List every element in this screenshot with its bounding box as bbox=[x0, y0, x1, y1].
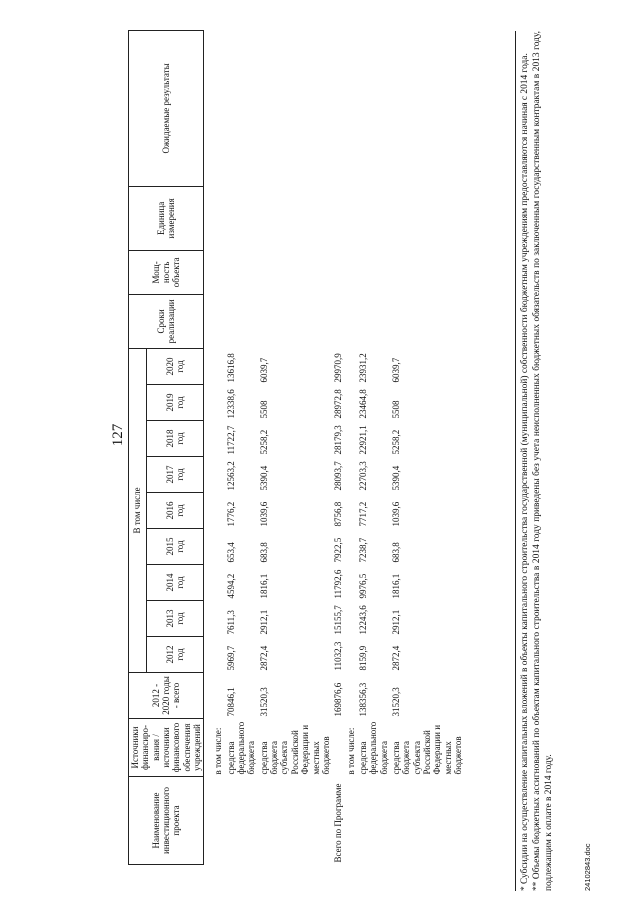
row-name bbox=[357, 777, 390, 865]
header-year: 2016 год bbox=[147, 493, 204, 529]
row-empty-cell bbox=[258, 294, 332, 348]
header-capacity: Мощ-ность объекта bbox=[129, 250, 204, 294]
row-empty-cell bbox=[212, 294, 224, 348]
header-total: 2012 - 2020 годы - всего bbox=[129, 673, 204, 719]
header-funding-sources: Источники финансиро-вания / источники финансового обеспечения учреждений bbox=[129, 719, 204, 777]
row-year-value bbox=[345, 493, 357, 529]
row-year-value: 7717,2 bbox=[357, 501, 368, 527]
header-year: 2014 год bbox=[147, 565, 204, 601]
row-year-value bbox=[212, 601, 224, 637]
row-year-value: 2872,4 bbox=[390, 645, 401, 671]
row-empty-cell bbox=[345, 250, 357, 294]
row-source: средства бюджета субъекта Российской Федерации и местных бюджетов bbox=[258, 724, 331, 775]
footnote-1: * Субсидии на осуществление капитальных вложений в объекты капитального строительства государственной (муниципальной) собственности бюджетным учреждениям предоставляются начиная с 2014 года. bbox=[520, 53, 530, 891]
doc-id: 24102843.doc bbox=[583, 843, 592, 891]
row-year-value: 9976,5 bbox=[357, 573, 368, 599]
row-total: 169876,6 bbox=[333, 682, 344, 717]
row-empty-cell bbox=[332, 250, 344, 294]
row-name bbox=[212, 777, 224, 865]
row-year-value: 12243,6 bbox=[357, 605, 368, 635]
row-name bbox=[390, 777, 464, 865]
row-total: 70846,1 bbox=[225, 687, 236, 717]
row-year-value: 12563,2 bbox=[225, 461, 236, 491]
row-year-value: 5258,2 bbox=[390, 429, 401, 455]
row-year-value: 5390,4 bbox=[390, 465, 401, 491]
row-source: средства бюджета субъекта Российской Федерации и местных бюджетов bbox=[390, 724, 463, 775]
row-year-value: 1039,6 bbox=[258, 501, 269, 527]
row-year-value bbox=[212, 457, 224, 493]
row-year-value: 22703,3 bbox=[357, 461, 368, 491]
row-total: 31520,3 bbox=[258, 687, 269, 717]
row-year-value: 7922,5 bbox=[333, 537, 344, 563]
header-year: 2013 год bbox=[147, 601, 204, 637]
row-empty-cell bbox=[258, 186, 332, 250]
row-year-value: 6039,7 bbox=[258, 357, 269, 383]
row-total bbox=[345, 673, 357, 719]
row-year-value bbox=[345, 385, 357, 421]
row-source: средства федерального бюджета bbox=[225, 721, 257, 775]
header-year: 2017 год bbox=[147, 457, 204, 493]
row-total: 138356,3 bbox=[357, 682, 368, 717]
row-source: в том числе: bbox=[213, 727, 224, 775]
header-year: 2020 год bbox=[147, 348, 204, 384]
row-year-value: 1816,1 bbox=[390, 573, 401, 599]
row-year-value: 7611,3 bbox=[225, 610, 236, 635]
row-empty-cell bbox=[258, 31, 332, 187]
header-terms: Сроки реализации bbox=[129, 294, 204, 348]
row-empty-cell bbox=[212, 31, 224, 187]
row-year-value bbox=[345, 601, 357, 637]
row-year-value bbox=[212, 529, 224, 565]
row-empty-cell bbox=[332, 294, 344, 348]
header-year: 2012 год bbox=[147, 637, 204, 673]
row-year-value: 1039,6 bbox=[390, 501, 401, 527]
row-year-value bbox=[212, 637, 224, 673]
row-year-value: 5390,4 bbox=[258, 465, 269, 491]
row-year-value: 6039,7 bbox=[390, 357, 401, 383]
row-year-value: 28093,7 bbox=[333, 461, 344, 491]
row-year-value: 29970,9 bbox=[333, 353, 344, 383]
row-source bbox=[332, 719, 344, 777]
header-project-name: Наименование инвестиционного проекта bbox=[129, 777, 204, 865]
row-empty-cell bbox=[225, 294, 258, 348]
row-year-value: 5969,7 bbox=[225, 645, 236, 671]
row-empty-cell bbox=[212, 250, 224, 294]
row-total bbox=[212, 673, 224, 719]
table-row bbox=[225, 31, 258, 865]
header-unit: Единица измерения bbox=[129, 186, 204, 250]
row-year-value: 2912,1 bbox=[258, 609, 269, 635]
page-number: 127 bbox=[110, 423, 126, 447]
row-year-value: 653,4 bbox=[225, 542, 236, 563]
row-year-value: 11032,3 bbox=[333, 641, 344, 671]
row-empty-cell bbox=[225, 31, 258, 187]
table-row bbox=[345, 31, 357, 865]
row-year-value: 683,8 bbox=[390, 542, 401, 563]
row-year-value bbox=[212, 421, 224, 457]
table-row bbox=[357, 31, 390, 865]
row-year-value: 2872,4 bbox=[258, 645, 269, 671]
row-empty-cell bbox=[332, 31, 344, 187]
row-empty-cell bbox=[212, 186, 224, 250]
header-results: Ожидаемые результаты bbox=[129, 31, 204, 187]
row-empty-cell bbox=[390, 186, 464, 250]
row-year-value bbox=[345, 348, 357, 384]
row-year-value bbox=[212, 565, 224, 601]
row-year-value: 22921,1 bbox=[357, 425, 368, 455]
row-empty-cell bbox=[345, 186, 357, 250]
row-year-value: 11722,7 bbox=[225, 425, 236, 455]
row-year-value bbox=[212, 348, 224, 384]
row-empty-cell bbox=[357, 294, 390, 348]
row-name bbox=[345, 777, 357, 865]
header-in-that-number: В том числе bbox=[129, 348, 147, 672]
row-empty-cell bbox=[357, 31, 390, 187]
row-year-value: 11792,6 bbox=[333, 569, 344, 599]
row-year-value: 28179,3 bbox=[333, 425, 344, 455]
row-year-value: 2912,1 bbox=[390, 609, 401, 635]
row-year-value: 1816,1 bbox=[258, 573, 269, 599]
row-year-value bbox=[345, 529, 357, 565]
row-year-value: 5258,2 bbox=[258, 429, 269, 455]
row-year-value bbox=[345, 457, 357, 493]
row-year-value: 5508 bbox=[390, 400, 401, 419]
row-total: 31520,3 bbox=[390, 687, 401, 717]
row-year-value bbox=[212, 493, 224, 529]
header-year: 2019 год bbox=[147, 385, 204, 421]
row-year-value: 8159,9 bbox=[357, 645, 368, 671]
row-source: в том числе: bbox=[345, 727, 356, 775]
table-row bbox=[332, 31, 344, 865]
table-row bbox=[212, 31, 224, 865]
table-row bbox=[390, 31, 464, 865]
row-year-value: 8756,8 bbox=[333, 501, 344, 527]
footnote-2: ** Объемы бюджетных ассигнований по объектам капитального строительства в 2014 году приведены без учета неисполненных бюджетных обязательств по заключенным государственным контрактам в 2013 году, подлежащим к оплате в 2014 году. bbox=[532, 31, 555, 891]
row-empty-cell bbox=[345, 31, 357, 187]
row-year-value bbox=[212, 385, 224, 421]
row-year-value: 5508 bbox=[258, 400, 269, 419]
row-year-value bbox=[345, 637, 357, 673]
row-empty-cell bbox=[225, 250, 258, 294]
row-year-value bbox=[345, 565, 357, 601]
row-year-value: 23464,8 bbox=[357, 389, 368, 419]
row-source: средства федерального бюджета bbox=[357, 721, 389, 775]
row-empty-cell bbox=[225, 186, 258, 250]
row-year-value: 7238,7 bbox=[357, 537, 368, 563]
row-name bbox=[258, 777, 332, 865]
row-empty-cell bbox=[258, 250, 332, 294]
row-empty-cell bbox=[332, 186, 344, 250]
table-row bbox=[258, 31, 332, 865]
row-year-value: 4594,2 bbox=[225, 573, 236, 599]
row-empty-cell bbox=[357, 186, 390, 250]
row-year-value: 13616,8 bbox=[225, 353, 236, 383]
header-year: 2015 год bbox=[147, 529, 204, 565]
header-year: 2018 год bbox=[147, 421, 204, 457]
row-year-value: 23931,2 bbox=[357, 353, 368, 383]
row-empty-cell bbox=[357, 250, 390, 294]
row-empty-cell bbox=[390, 250, 464, 294]
row-empty-cell bbox=[390, 294, 464, 348]
row-name bbox=[225, 777, 258, 865]
footnotes bbox=[515, 31, 556, 891]
row-empty-cell bbox=[345, 294, 357, 348]
row-year-value: 683,8 bbox=[258, 542, 269, 563]
row-empty-cell bbox=[390, 31, 464, 187]
row-year-value: 1776,2 bbox=[225, 501, 236, 527]
row-year-value: 28972,8 bbox=[333, 389, 344, 419]
row-year-value: 15155,7 bbox=[333, 605, 344, 635]
financing-table bbox=[128, 30, 464, 865]
row-year-value: 12338,6 bbox=[225, 389, 236, 419]
row-year-value bbox=[345, 421, 357, 457]
row-name: Всего по Программе bbox=[333, 783, 344, 863]
